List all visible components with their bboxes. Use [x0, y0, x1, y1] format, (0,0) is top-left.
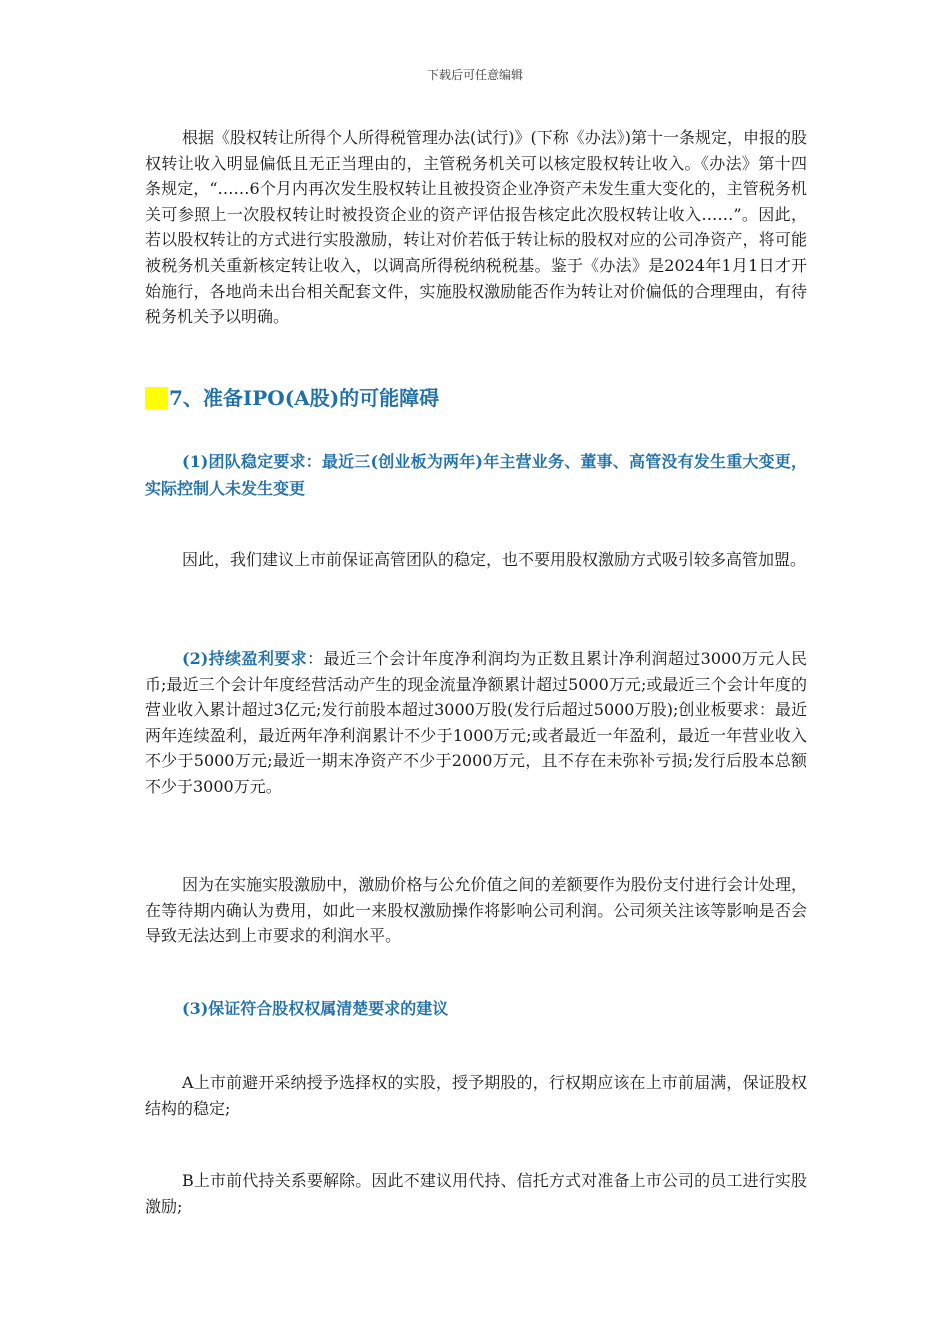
paragraph-text: B上市前代持关系要解除。因此不建议用代持、信托方式对准备上市公司的员工进行实股激励; [145, 1171, 807, 1216]
paragraph-tax-rules [145, 125, 807, 330]
subheading-text: (3)保证符合股权权属清楚要求的建议 [182, 999, 449, 1018]
paragraph-lead: (2)持续盈利要求 [182, 649, 308, 668]
section-title: 7、准备IPO(A股)的可能障碍 [169, 386, 440, 410]
paragraph-advice-b [145, 1168, 807, 1219]
subheading-ownership [145, 995, 807, 1022]
paragraph-text: A上市前避开采纳授予选择权的实股，授予期股的，行权期应该在上市前届满，保证股权结构的稳定; [145, 1073, 807, 1118]
subheading-team-stability [145, 448, 807, 502]
paragraph-share-payment [145, 872, 807, 949]
paragraph-advice-a [145, 1070, 807, 1121]
paragraph-profit-requirements [145, 646, 807, 800]
paragraph-text: 因此，我们建议上市前保证高管团队的稳定，也不要用股权激励方式吸引较多高管加盟。 [182, 550, 807, 569]
paragraph-text: ：最近三个会计年度净利润均为正数且累计净利润超过3000万元人民币;最近三个会计年度经营活动产生的现金流量净额累计超过5000万元;或最近三个会计年度的营业收入累计超过3亿元;发行前股本超过3000万股(发行后超过5000万股);创业板要求：最近两年连续盈利，最近两年净利润累计不少于1000万元;或者最近一年盈利，最近一年营业收入不少于5000万元;最近一期末净资产不少于2000万元，且不存在未弥补亏损;发行后股本总额不少于3000万元。 [145, 649, 807, 796]
paragraph-team-advice [145, 547, 807, 573]
section-heading-7 [145, 384, 807, 412]
highlight-marker [145, 387, 168, 409]
page-header: 下载后可任意编辑 [426, 68, 523, 82]
subheading-text: (1)团队稳定要求：最近三(创业板为两年)年主营业务、董事、高管没有发生重大变更，实际控制人未发生变更 [145, 452, 807, 498]
paragraph-text: 因为在实施实股激励中，激励价格与公允价值之间的差额要作为股份支付进行会计处理，在等待期内确认为费用，如此一来股权激励操作将影响公司利润。公司须关注该等影响是否会导致无法达到上市要求的利润水平。 [145, 875, 807, 946]
paragraph-text: 根据《股权转让所得个人所得税管理办法(试行)》(下称《办法》)第十一条规定，申报的股权转让收入明显偏低且无正当理由的，主管税务机关可以核定股权转让收入。《办法》第十四条规定，“……6个月内再次发生股权转让且被投资企业净资产未发生重大变化的，主管税务机关可参照上一次股权转让时被投资企业的资产评估报告核定此次股权转让收入……”。因此，若以股权转让的方式进行实股激励，转让对价若低于转让标的股权对应的公司净资产，将可能被税务机关重新核定转让收入，以调高所得税纳税税基。鉴于《办法》是2024年1月1日才开始施行，各地尚未出台相关配套文件，实施股权激励能否作为转让对价偏低的合理理由，有待税务机关予以明确。 [145, 128, 807, 327]
